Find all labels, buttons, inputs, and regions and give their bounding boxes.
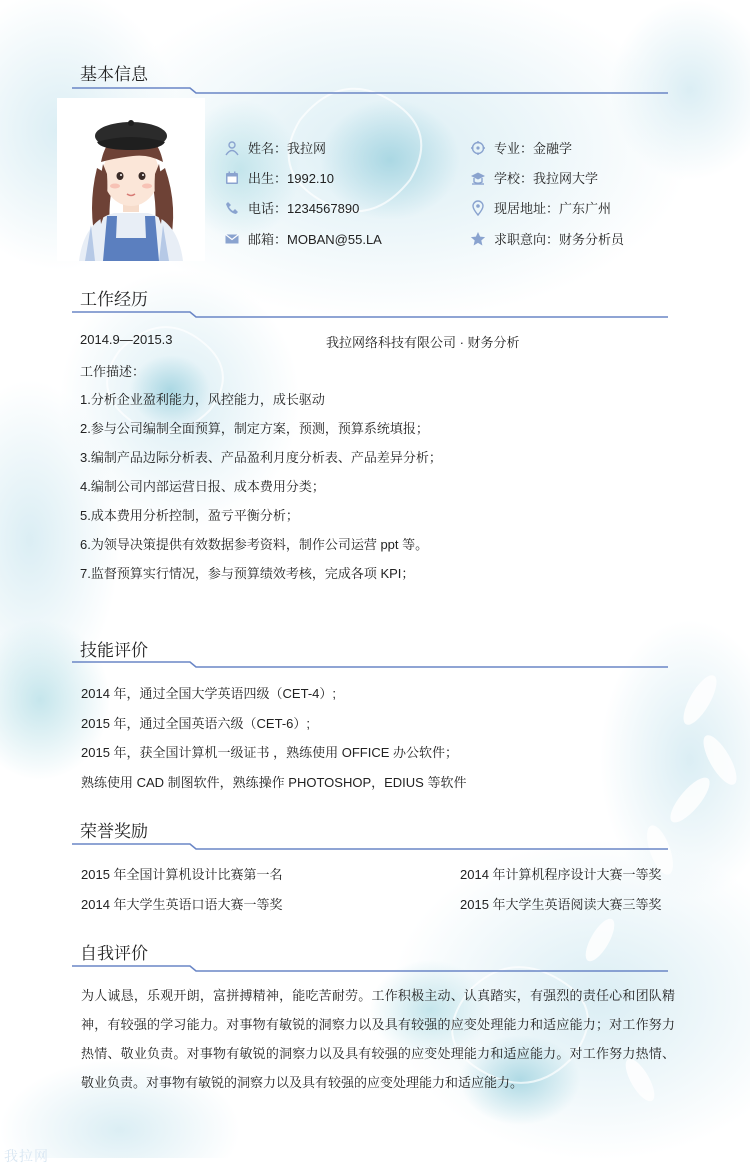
section-divider-work — [72, 310, 668, 318]
info-birth-text: 出生：1992.10 — [248, 171, 334, 186]
skill-item: 熟练使用 CAD 制图软件，熟练操作 PHOTOSHOP，EDIUS 等软件 — [81, 775, 467, 790]
section-title-basic: 基本信息 — [80, 65, 148, 84]
mail-icon — [224, 231, 240, 247]
honor-item: 2015 年大学生英语阅读大赛三等奖 — [460, 897, 662, 912]
info-birth — [224, 168, 334, 187]
work-company: 我拉网络科技有限公司 · 财务分析 — [326, 335, 520, 350]
work-desc-label: 工作描述： — [80, 364, 146, 379]
honor-item: 2014 年计算机程序设计大赛一等奖 — [460, 867, 662, 882]
info-intention-text: 求职意向：财务分析员 — [494, 232, 625, 247]
info-address — [470, 198, 611, 217]
compass-icon — [470, 140, 486, 156]
work-item: 5.成本费用分析控制，盈亏平衡分析； — [80, 508, 299, 523]
section-title-skills: 技能评价 — [80, 641, 148, 660]
user-icon — [224, 140, 240, 156]
section-title-self: 自我评价 — [80, 944, 148, 963]
honor-item: 2015 年全国计算机设计比赛第一名 — [81, 867, 283, 882]
section-divider-basic — [72, 86, 668, 94]
info-phone — [224, 198, 359, 217]
star-icon — [470, 231, 486, 247]
info-major-text: 专业：金融学 — [494, 141, 573, 156]
section-divider-self — [72, 964, 668, 972]
work-item: 7.监督预算实行情况，参与预算绩效考核，完成各项 KPI； — [80, 566, 415, 581]
skill-item: 2015 年，通过全国英语六级（CET-6）; — [81, 716, 310, 731]
phone-icon — [224, 200, 240, 216]
info-name-text: 姓名：我拉网 — [248, 141, 327, 156]
section-title-honors: 荣誉奖励 — [80, 822, 148, 841]
graduation-cap-icon — [470, 170, 486, 186]
work-item: 3.编制产品边际分析表、产品盈利月度分析表、产品差异分析； — [80, 450, 442, 465]
calendar-icon — [224, 170, 240, 186]
info-intention — [470, 229, 624, 248]
work-item: 6.为领导决策提供有效数据参考资料，制作公司运营 ppt 等。 — [80, 537, 429, 552]
info-email-text: 邮箱：MOBAN@55.LA — [248, 232, 382, 247]
info-address-text: 现居地址：广东广州 — [494, 201, 612, 216]
honor-item: 2014 年大学生英语口语大赛一等奖 — [81, 897, 283, 912]
location-pin-icon — [470, 200, 486, 216]
section-divider-skills — [72, 660, 668, 668]
info-phone-text: 电话：1234567890 — [248, 201, 360, 216]
work-item: 4.编制公司内部运营日报、成本费用分类； — [80, 479, 325, 494]
work-period: 2014.9—2015.3 — [80, 332, 173, 347]
info-school-text: 学校：我拉网大学 — [494, 171, 599, 186]
info-email — [224, 229, 382, 248]
work-item: 2.参与公司编制全面预算，制定方案，预测，预算系统填报； — [80, 421, 429, 436]
section-divider-honors — [72, 842, 668, 850]
info-school — [470, 168, 598, 187]
work-item: 1.分析企业盈利能力，风控能力，成长驱动 — [80, 392, 325, 407]
watermark: 我拉网 — [4, 1148, 49, 1164]
skill-item: 2015 年，获全国计算机一级证书 ，熟练使用 OFFICE 办公软件； — [81, 745, 459, 760]
skill-item: 2014 年，通过全国大学英语四级（CET-4）; — [81, 686, 336, 701]
self-evaluation-text: 为人诚恳，乐观开朗，富拼搏精神，能吃苦耐劳。工作积极主动、认真踏实，有强烈的责任心和团队精神，有较强的学习能力。对事物有敏锐的洞察力以及具有较强的应变处理能力和适应能力；对工作努力热情、敬业负责。对事物有敏锐的洞察力以及具有较强的应变处理能力和适应能力。对工作努力热情、敬业负责。对事物有敏锐的洞察力以及具有较强的应变处理能力和适应能力。 — [81, 988, 675, 1090]
avatar — [57, 98, 205, 261]
section-title-work: 工作经历 — [80, 290, 148, 309]
info-name — [224, 138, 326, 157]
info-major — [470, 138, 572, 157]
